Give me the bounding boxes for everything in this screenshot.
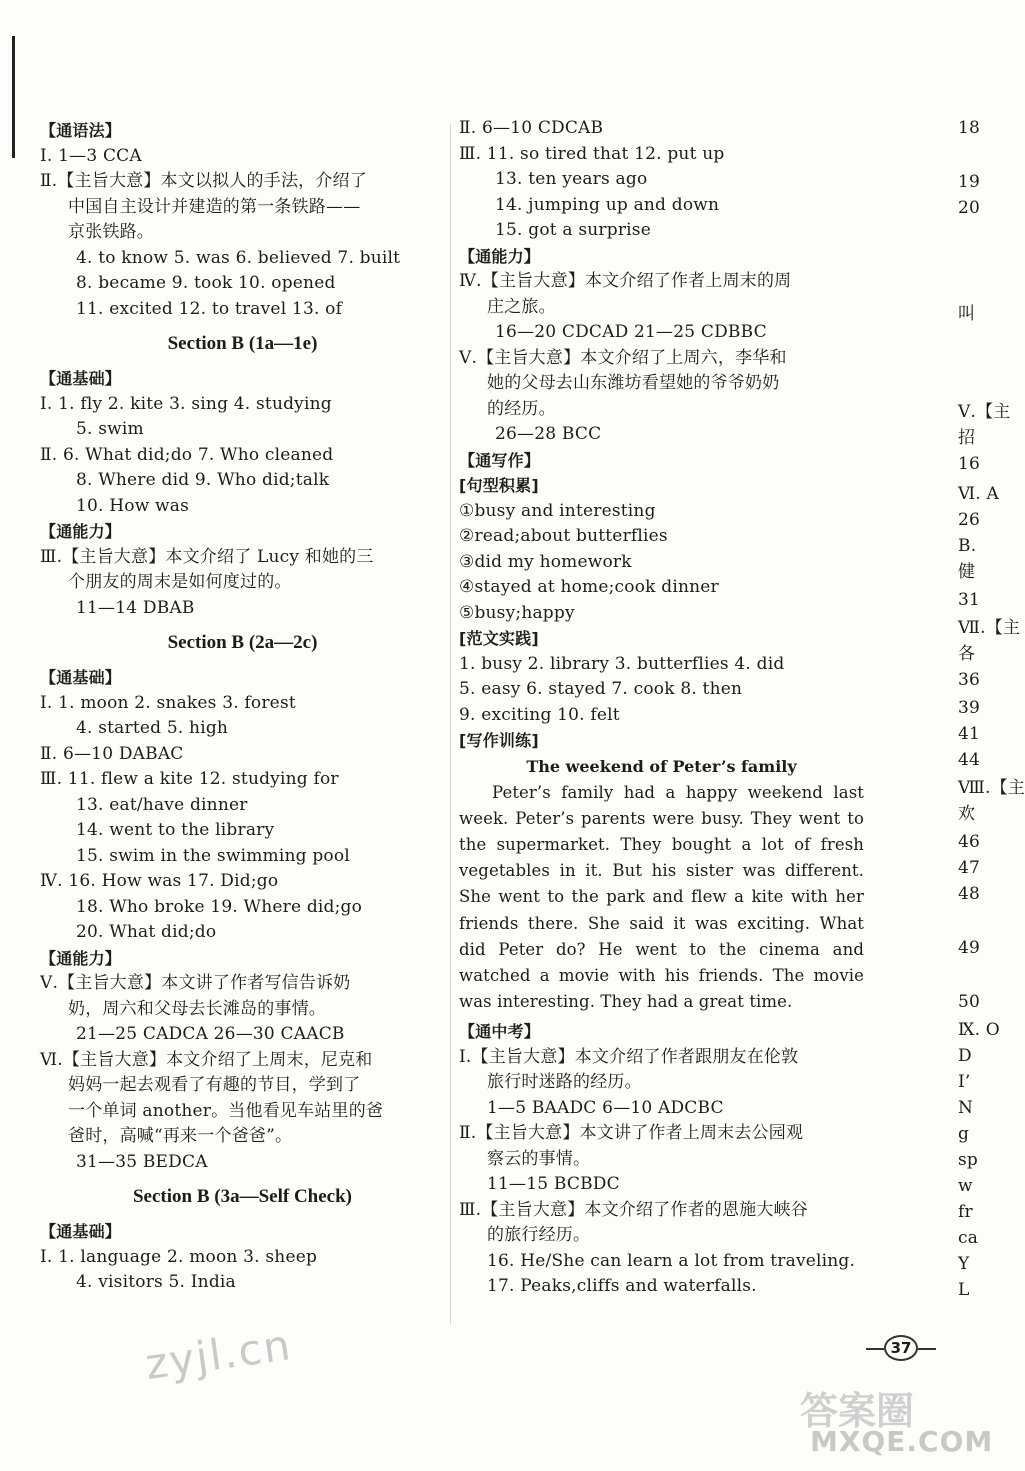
answer-line: Ⅲ.【主旨大意】本文介绍了作者的恩施大峡谷 [459,1199,808,1220]
clipped-line: 各 [958,644,976,664]
clipped-line: w [958,1176,973,1196]
answer-line: 她的父母去山东潍坊看望她的爷爷奶奶 [487,373,780,393]
essay-title: The weekend of Peter’s family [526,756,797,776]
answer-line: 8. Where did 9. Who did;talk [76,470,330,490]
answer-line: 9. exciting 10. felt [459,704,620,725]
answer-line: 13. ten years ago [495,169,648,189]
answer-line: 察云的事情。 [487,1148,591,1169]
clipped-line: Ⅶ.【主 [958,618,1021,638]
answer-line: 16—20 CDCAD 21—25 CDBBC [495,322,767,342]
answer-line: Ⅱ. 6—10 DABAC [40,743,184,764]
answer-line: 1. busy 2. library 3. butterflies 4. did [459,653,785,674]
clipped-line: g [958,1124,970,1144]
answer-line: 京张铁路。 [68,222,154,242]
clipped-line: Ⅵ. A [958,484,999,504]
clipped-line: 31 [958,590,981,610]
clipped-line: 41 [958,724,981,744]
answer-line: 4. started 5. high [76,718,229,738]
category-label: 【通基础】 [40,1222,122,1241]
clipped-line: D [958,1046,972,1066]
answer-line: 1—5 BAADC 6—10 ADCBC [487,1097,724,1118]
answer-line: 5. swim [76,419,144,439]
answer-line: 4. visitors 5. India [76,1272,236,1292]
answer-line: Ⅰ. 1. moon 2. snakes 3. forest [40,692,296,713]
clipped-line: B. [958,536,977,556]
clipped-line: 39 [958,698,981,718]
answer-line: ①busy and interesting [459,500,656,521]
answer-line: 爸时，高喊“再来一个爸爸”。 [68,1126,293,1146]
watermark-zyjl: zyjl.cn [142,1319,296,1390]
clipped-line: L [958,1280,970,1300]
answer-line: ⑤busy;happy [459,602,575,623]
answer-line: Ⅱ.【主旨大意】本文以拟人的手法，介绍了 [40,171,367,191]
answer-line: Ⅳ. 16. How was 17. Did;go [40,871,279,891]
answer-line: 31—35 BEDCA [76,1151,208,1172]
clipped-line: 36 [958,670,981,690]
clipped-line: 50 [958,992,981,1012]
clipped-line: 49 [958,938,981,958]
answer-column-2 [459,116,864,1300]
watermark-logo: 答案圈 [800,1389,915,1433]
category-label: [范文实践] [459,629,539,648]
answer-line: Ⅳ.【主旨大意】本文介绍了作者上周末的周 [459,271,792,291]
clipped-line: Ⅴ.【主 [958,402,1011,422]
answer-line: 5. easy 6. stayed 7. cook 8. then [459,679,743,699]
clipped-line: I’ [958,1072,971,1092]
answer-line: 8. became 9. took 10. opened [76,273,336,293]
category-label: 【通基础】 [40,668,122,687]
answer-line: 11—15 BCBDC [487,1174,620,1195]
section-heading: Section B (1a—1e) [167,333,318,354]
clipped-line: 健 [958,562,976,582]
answer-line: Ⅵ.【主旨大意】本文介绍了上周末，尼克和 [40,1049,373,1070]
section-heading: Section B (3a—Self Check) [132,1186,352,1207]
category-label: 【通写作】 [459,450,541,470]
category-label: [句型积累] [459,476,539,495]
answer-line: 16. He/She can learn a lot from traveling. [487,1250,856,1271]
answer-line: 21—25 CADCA 26—30 CAACB [76,1024,345,1044]
category-label: 【通能力】 [40,948,122,968]
answer-line: 的旅行经历。 [487,1225,591,1246]
clipped-line: Ⅸ. O [958,1020,1000,1040]
answer-line: 4. to know 5. was 6. believed 7. built [76,247,401,268]
clipped-line: fr [958,1202,973,1222]
answer-line: 庄之旅。 [487,296,556,317]
clipped-line: 44 [958,750,981,770]
answer-line: Ⅲ. 11. flew a kite 12. studying for [40,769,339,789]
answer-column-1 [40,118,445,1296]
answer-line: 中国自主设计并建造的第一条铁路—— [68,196,361,217]
category-label: 【通语法】 [40,121,122,140]
clipped-line: 叫 [958,304,976,324]
answer-line: 14. went to the library [76,820,275,840]
clipped-line: 26 [958,510,981,530]
clipped-line: 18 [958,118,981,138]
answer-line: 妈妈一起去观看了有趣的节目，学到了 [68,1075,361,1095]
answer-line: 18. Who broke 19. Where did;go [76,896,363,917]
category-label: 【通能力】 [459,246,541,266]
answer-line: Ⅲ. 11. so tired that 12. put up [459,143,725,164]
category-label: 【通基础】 [40,369,122,388]
clipped-line: N [958,1098,974,1118]
answer-line: 的经历。 [487,398,556,419]
clipped-line: 48 [958,884,981,904]
answer-line: 11—14 DBAB [76,597,195,618]
answer-line: 个朋友的周末是如何度过的。 [68,572,292,592]
answer-line: 13. eat/have dinner [76,794,248,815]
answer-line: Ⅴ.【主旨大意】本文讲了作者写信告诉奶 [40,973,351,993]
clipped-line: 47 [958,858,981,878]
clipped-line: Ⅷ.【主 [958,778,1025,798]
answer-line: 11. excited 12. to travel 13. of [76,298,343,319]
answer-line: ④stayed at home;cook dinner [459,577,719,597]
answer-line: Ⅰ.【主旨大意】本文介绍了作者跟朋友在伦敦 [459,1046,799,1067]
category-label: 【通能力】 [40,522,122,541]
answer-line: 旅行时迷路的经历。 [487,1072,642,1093]
section-heading: Section B (2a—2c) [167,632,318,653]
clipped-line: 欢 [958,804,976,824]
answer-line: 奶，周六和父母去长滩岛的事情。 [68,998,326,1019]
clipped-line: 20 [958,198,981,218]
clipped-line: sp [958,1150,979,1170]
answer-line: 15. got a surprise [495,220,651,240]
answer-line: ③did my homework [459,551,632,572]
answer-line: Ⅲ.【主旨大意】本文介绍了 Lucy 和她的三 [40,546,374,567]
page-number: 37 [862,1335,940,1361]
clipped-line: Y [958,1254,970,1274]
answer-line: Ⅰ. 1. language 2. moon 3. sheep [40,1246,318,1267]
essay-body: Peter’s family had a happy weekend last week. Peter’s parents were busy. They went to the supermarket. They bought a lot of fresh vegetables in it. But his sister was different. She went to the park and flew a kite with her friends there. She said it was exciting. What did Peter do? He went to the cinema and watched a movie with his friends. The movie was interesting. They had a great time. [459,782,864,1012]
clipped-line: 46 [958,832,981,852]
clipped-line: 16 [958,454,981,474]
answer-line: Ⅱ.【主旨大意】本文讲了作者上周末去公园观 [459,1123,804,1144]
answer-line: Ⅰ. 1. fly 2. kite 3. sing 4. studying [40,393,332,414]
watermark-site: MXQE.COM [810,1425,994,1458]
answer-line: Ⅰ. 1—3 CCA [40,145,142,166]
clipped-line: 19 [958,172,981,192]
answer-line: ②read;about butterflies [459,526,668,546]
category-label: 【通中考】 [459,1022,541,1042]
left-margin-bar [12,36,15,158]
answer-line: 26—28 BCC [495,424,602,444]
answer-line: 15. swim in the swimming pool [76,845,350,866]
answer-line: Ⅱ. 6—10 CDCAB [459,118,604,138]
clipped-line: 招 [958,428,976,448]
answer-line: 20. What did;do [76,922,217,942]
answer-line: 一个单词 another。当他看见车站里的爸 [68,1100,384,1121]
answer-line: Ⅴ.【主旨大意】本文介绍了上周六，李华和 [459,347,787,368]
column-divider [450,124,451,1324]
category-label: [写作训练] [459,731,539,750]
answer-line: 17. Peaks,cliffs and waterfalls. [487,1276,757,1297]
answer-line: 14. jumping up and down [495,194,720,215]
clipped-line: ca [958,1228,979,1248]
answer-line: 10. How was [76,495,190,516]
answer-line: Ⅱ. 6. What did;do 7. Who cleaned [40,444,334,465]
